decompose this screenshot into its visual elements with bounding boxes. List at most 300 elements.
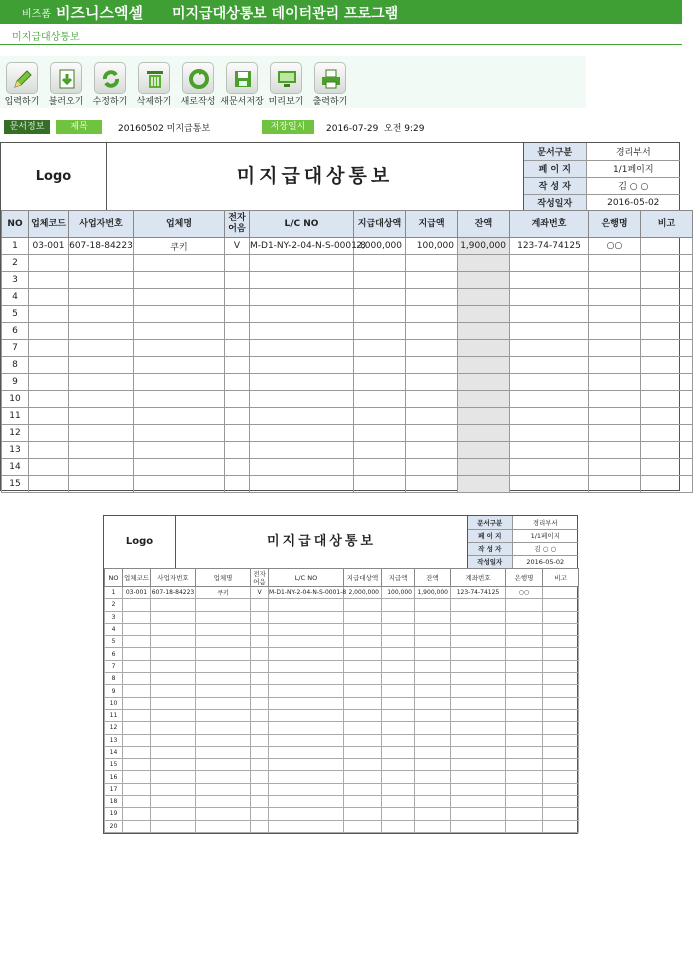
doc-table-cell[interactable] — [250, 374, 354, 391]
preview-table-cell — [451, 771, 506, 783]
doc-table-cell[interactable] — [510, 255, 589, 272]
doc-table-cell[interactable] — [589, 374, 641, 391]
doc-table-cell[interactable] — [641, 272, 693, 289]
doc-table-cell[interactable] — [29, 289, 69, 306]
preview-table-cell — [251, 820, 269, 832]
preview-meta-value: 경리부서 — [512, 516, 578, 529]
preview-table-cell — [451, 648, 506, 660]
doc-table-cell[interactable] — [225, 425, 250, 442]
doc-column-header: 업체명 — [134, 211, 225, 238]
preview-table-cell — [251, 623, 269, 635]
doc-table-cell[interactable] — [250, 391, 354, 408]
doc-table-cell[interactable] — [69, 323, 134, 340]
pencil-icon — [6, 62, 38, 94]
preview-table-cell: 1,900,000 — [415, 587, 451, 599]
doc-meta-key: 페 이 지 — [524, 160, 586, 177]
doc-table-cell[interactable] — [354, 476, 406, 493]
doc-table-cell[interactable] — [406, 323, 458, 340]
preview-table-cell — [382, 673, 415, 685]
doc-table-cell[interactable] — [510, 391, 589, 408]
preview-table-cell — [543, 746, 579, 758]
preview-table-cell — [151, 636, 196, 648]
preview-table-cell — [451, 808, 506, 820]
doc-table-cell: 13 — [2, 442, 29, 459]
preview-table-cell — [451, 599, 506, 611]
preview-table-cell — [344, 771, 382, 783]
doc-table-cell[interactable] — [134, 289, 225, 306]
doc-table-cell[interactable] — [29, 323, 69, 340]
doc-table-cell[interactable] — [641, 391, 693, 408]
doc-table-cell[interactable] — [29, 306, 69, 323]
doc-table-cell[interactable] — [29, 340, 69, 357]
doc-table-cell[interactable] — [641, 306, 693, 323]
doc-table-cell[interactable] — [406, 340, 458, 357]
toolbar-button-8[interactable] — [308, 60, 352, 108]
preview-table-cell — [451, 722, 506, 734]
doc-table-cell[interactable] — [354, 255, 406, 272]
preview-table-cell — [382, 771, 415, 783]
printer-icon — [314, 62, 346, 94]
doc-table-cell[interactable] — [354, 459, 406, 476]
doc-table-cell[interactable] — [641, 289, 693, 306]
doc-table-cell[interactable] — [458, 459, 510, 476]
preview-table-cell — [382, 734, 415, 746]
preview-table-cell — [382, 820, 415, 832]
doc-table-cell[interactable] — [29, 391, 69, 408]
doc-table-cell[interactable] — [510, 289, 589, 306]
doc-table-cell[interactable] — [354, 306, 406, 323]
doc-table-cell: 14 — [2, 459, 29, 476]
doc-table-row — [2, 306, 693, 323]
toolbar-label: 입력하기 — [4, 97, 40, 107]
doc-table-cell[interactable] — [225, 255, 250, 272]
preview-table-cell — [543, 660, 579, 672]
preview-table-cell — [543, 599, 579, 611]
doc-table-cell[interactable] — [225, 357, 250, 374]
doc-table-cell[interactable] — [589, 272, 641, 289]
doc-table-cell[interactable] — [134, 391, 225, 408]
doc-table-cell[interactable] — [406, 408, 458, 425]
doc-table-cell[interactable] — [641, 476, 693, 493]
doc-table-cell[interactable] — [458, 306, 510, 323]
doc-table-cell[interactable] — [406, 442, 458, 459]
doc-meta-value[interactable]: 2016-05-02 — [586, 194, 680, 211]
doc-table-cell[interactable] — [641, 357, 693, 374]
preview-table-cell — [196, 783, 251, 795]
doc-table-cell[interactable] — [589, 255, 641, 272]
doc-table-cell[interactable] — [250, 323, 354, 340]
doc-table-cell[interactable] — [134, 323, 225, 340]
doc-meta-value[interactable]: 1/1페이지 — [586, 160, 680, 177]
doc-table-cell[interactable] — [641, 255, 693, 272]
doc-table-cell[interactable]: 쿠키 — [134, 238, 225, 255]
doc-table-cell[interactable] — [354, 289, 406, 306]
doc-table-cell[interactable] — [69, 425, 134, 442]
doc-table-cell[interactable] — [406, 374, 458, 391]
doc-table-row — [2, 442, 693, 459]
doc-table-cell[interactable] — [406, 289, 458, 306]
download-icon — [50, 62, 82, 94]
doc-table-cell[interactable] — [510, 272, 589, 289]
doc-table-cell[interactable] — [134, 425, 225, 442]
doc-table-cell[interactable] — [589, 306, 641, 323]
doc-table-cell[interactable] — [134, 255, 225, 272]
preview-table-cell — [415, 648, 451, 660]
preview-table-cell — [506, 611, 543, 623]
doc-table-cell[interactable] — [250, 306, 354, 323]
preview-table-cell — [506, 734, 543, 746]
preview-table-row — [105, 611, 579, 623]
doc-table-cell[interactable] — [354, 374, 406, 391]
doc-table-cell[interactable] — [250, 357, 354, 374]
doc-table-cell[interactable] — [354, 442, 406, 459]
doc-table-cell[interactable]: M-D1-NY-2-04-N-S-0001-8 — [250, 238, 354, 255]
doc-table-cell[interactable] — [589, 289, 641, 306]
doc-table-cell[interactable] — [589, 442, 641, 459]
doc-table-cell[interactable] — [250, 255, 354, 272]
preview-table-cell — [123, 673, 151, 685]
doc-table-cell[interactable] — [354, 425, 406, 442]
preview-column-header: 잔액 — [415, 569, 451, 587]
preview-table-cell — [269, 820, 344, 832]
doc-table-cell[interactable] — [225, 391, 250, 408]
doc-table-cell[interactable] — [29, 357, 69, 374]
preview-table-cell — [196, 709, 251, 721]
preview-table-cell — [151, 648, 196, 660]
preview-table-cell: 123-74-74125 — [451, 587, 506, 599]
doc-table-cell[interactable] — [250, 459, 354, 476]
preview-table-cell — [506, 697, 543, 709]
doc-table-cell[interactable] — [510, 425, 589, 442]
preview-table-cell — [543, 808, 579, 820]
doc-table-cell[interactable] — [69, 340, 134, 357]
doc-table-cell[interactable] — [510, 374, 589, 391]
doc-table-cell[interactable] — [225, 459, 250, 476]
doc-table-cell[interactable] — [69, 391, 134, 408]
doc-table-cell[interactable]: 03-001 — [29, 238, 69, 255]
doc-table-cell[interactable] — [406, 255, 458, 272]
doc-table-cell[interactable] — [589, 408, 641, 425]
doc-table-cell[interactable] — [29, 459, 69, 476]
doc-table-cell[interactable] — [225, 306, 250, 323]
preview-table-cell — [269, 734, 344, 746]
preview-table-cell — [543, 611, 579, 623]
preview-table — [104, 568, 579, 833]
doc-table-row — [2, 425, 693, 442]
preview-table-cell — [196, 623, 251, 635]
preview-table-cell — [251, 611, 269, 623]
preview-table-cell — [415, 697, 451, 709]
toolbar-label: 수정하기 — [92, 97, 128, 107]
doc-table-row — [2, 459, 693, 476]
doc-table-cell[interactable]: 123-74-74125 — [510, 238, 589, 255]
toolbar-label: 새로작성 — [180, 97, 216, 107]
subject-value[interactable]: 20160502 미지급통보 — [118, 124, 211, 134]
doc-column-header: 계좌번호 — [510, 211, 589, 238]
preview-table-cell — [123, 759, 151, 771]
doc-table-cell[interactable] — [134, 357, 225, 374]
doc-table-cell[interactable]: 100,000 — [406, 238, 458, 255]
preview-table-cell — [151, 820, 196, 832]
doc-table-cell[interactable] — [134, 408, 225, 425]
preview-table-cell — [543, 648, 579, 660]
preview-table-cell — [506, 673, 543, 685]
preview-table-cell — [451, 709, 506, 721]
preview-table-cell — [415, 759, 451, 771]
doc-table-cell[interactable] — [250, 272, 354, 289]
preview-table-cell — [196, 697, 251, 709]
preview-table-cell — [151, 599, 196, 611]
preview-table-cell — [344, 623, 382, 635]
doc-table-cell[interactable] — [458, 357, 510, 374]
doc-table-cell[interactable] — [134, 459, 225, 476]
doc-meta-key: 작 성 자 — [524, 177, 586, 194]
doc-table-cell[interactable] — [354, 408, 406, 425]
doc-table-cell[interactable] — [29, 255, 69, 272]
doc-table-cell[interactable]: 607-18-84223 — [69, 238, 134, 255]
preview-table-cell — [196, 673, 251, 685]
doc-table-cell[interactable] — [458, 272, 510, 289]
doc-table-cell[interactable] — [250, 289, 354, 306]
preview-table-cell: 13 — [105, 734, 123, 746]
doc-table-cell: 1 — [2, 238, 29, 255]
doc-table-cell[interactable] — [29, 442, 69, 459]
doc-table-cell[interactable] — [134, 374, 225, 391]
doc-table-cell[interactable] — [406, 425, 458, 442]
doc-table-cell[interactable] — [250, 476, 354, 493]
preview-table-cell: 8 — [105, 673, 123, 685]
doc-table-cell[interactable] — [510, 476, 589, 493]
doc-table-cell[interactable] — [69, 272, 134, 289]
brand-small: 비즈폼 — [22, 9, 51, 20]
doc-table-cell[interactable] — [641, 238, 693, 255]
doc-column-header: 지급액 — [406, 211, 458, 238]
preview-column-header: 비고 — [543, 569, 579, 587]
doc-table-cell[interactable] — [589, 459, 641, 476]
doc-table-cell[interactable] — [458, 323, 510, 340]
preview-table-cell — [123, 709, 151, 721]
doc-table-row — [2, 476, 693, 493]
doc-table-cell[interactable] — [134, 340, 225, 357]
trash-icon — [138, 62, 170, 94]
doc-table-cell[interactable] — [69, 408, 134, 425]
doc-table-cell[interactable] — [354, 391, 406, 408]
doc-table-cell[interactable] — [510, 306, 589, 323]
preview-table-cell — [269, 783, 344, 795]
doc-table-cell[interactable] — [29, 374, 69, 391]
preview-table-cell — [251, 734, 269, 746]
doc-table-cell[interactable] — [69, 459, 134, 476]
preview-table-cell — [415, 783, 451, 795]
preview-table-cell — [543, 587, 579, 599]
doc-table-cell[interactable] — [458, 340, 510, 357]
preview-table-cell — [196, 796, 251, 808]
doc-table-cell[interactable] — [225, 442, 250, 459]
doc-table-cell[interactable] — [250, 425, 354, 442]
doc-table-cell[interactable] — [225, 340, 250, 357]
doc-table-cell[interactable] — [589, 391, 641, 408]
preview-table-cell — [506, 709, 543, 721]
doc-table-cell[interactable] — [225, 289, 250, 306]
doc-table-cell[interactable] — [354, 323, 406, 340]
preview-table-cell — [415, 623, 451, 635]
preview-table-cell — [269, 697, 344, 709]
doc-table-cell[interactable] — [406, 306, 458, 323]
doc-table-cell: 5 — [2, 306, 29, 323]
preview-table-cell — [543, 771, 579, 783]
doc-table-cell[interactable] — [225, 476, 250, 493]
doc-table-cell[interactable]: 2,000,000 — [354, 238, 406, 255]
preview-table-cell — [344, 599, 382, 611]
preview-table-cell — [382, 697, 415, 709]
doc-table-cell[interactable]: 1,900,000 — [458, 238, 510, 255]
preview-column-header: 업체코드 — [123, 569, 151, 587]
doc-table-cell[interactable] — [406, 476, 458, 493]
doc-table-cell[interactable] — [354, 357, 406, 374]
doc-table-cell[interactable] — [510, 357, 589, 374]
doc-table-cell[interactable] — [406, 459, 458, 476]
doc-table-cell[interactable] — [589, 340, 641, 357]
save-icon — [226, 62, 258, 94]
doc-table-cell[interactable] — [69, 476, 134, 493]
preview-table-cell: 16 — [105, 771, 123, 783]
doc-table-cell[interactable] — [641, 408, 693, 425]
preview-table-cell — [151, 722, 196, 734]
doc-table-cell[interactable] — [250, 442, 354, 459]
doc-table-cell[interactable] — [458, 391, 510, 408]
doc-table-cell[interactable] — [69, 442, 134, 459]
doc-table-cell[interactable] — [225, 272, 250, 289]
preview-table-cell — [151, 746, 196, 758]
preview-table-cell — [382, 808, 415, 820]
doc-table-cell[interactable] — [589, 357, 641, 374]
preview-table-cell — [543, 623, 579, 635]
preview-table-cell — [344, 783, 382, 795]
doc-meta-value[interactable]: 김 ○ ○ — [586, 177, 680, 194]
preview-table-cell — [382, 796, 415, 808]
preview-table-cell — [543, 685, 579, 697]
preview-table-cell — [151, 685, 196, 697]
preview-table-cell — [123, 796, 151, 808]
doc-table-cell[interactable] — [458, 442, 510, 459]
doc-table-cell[interactable] — [458, 476, 510, 493]
preview-table-cell — [451, 746, 506, 758]
doc-table-cell[interactable] — [134, 476, 225, 493]
preview-table-cell — [451, 636, 506, 648]
doc-table-cell[interactable] — [29, 272, 69, 289]
preview-table-cell: 100,000 — [382, 587, 415, 599]
preview-table-cell — [196, 746, 251, 758]
doc-table-cell[interactable] — [69, 255, 134, 272]
doc-table-cell[interactable] — [510, 323, 589, 340]
doc-table-cell: 10 — [2, 391, 29, 408]
doc-table-cell[interactable] — [641, 323, 693, 340]
preview-column-header: 지급액 — [382, 569, 415, 587]
doc-table-cell[interactable]: V — [225, 238, 250, 255]
preview-meta-key: 작성일자 — [468, 555, 512, 568]
doc-table-cell[interactable] — [510, 459, 589, 476]
preview-table-cell — [344, 746, 382, 758]
preview-table-cell — [251, 685, 269, 697]
preview-column-header: 업체명 — [196, 569, 251, 587]
doc-table-cell[interactable]: ○○ — [589, 238, 641, 255]
doc-info-label: 문서정보 — [4, 120, 50, 134]
doc-table-cell[interactable] — [641, 442, 693, 459]
doc-table-cell[interactable] — [134, 306, 225, 323]
doc-table-cell[interactable] — [29, 408, 69, 425]
preview-table-cell — [251, 673, 269, 685]
preview-table-cell — [269, 673, 344, 685]
doc-table-cell[interactable] — [641, 340, 693, 357]
doc-table-cell[interactable] — [250, 340, 354, 357]
doc-table-cell[interactable] — [29, 425, 69, 442]
doc-table-cell[interactable] — [510, 408, 589, 425]
doc-table-cell[interactable] — [69, 374, 134, 391]
preview-table-cell: 20 — [105, 820, 123, 832]
preview-table-cell — [196, 808, 251, 820]
preview-table-cell — [251, 660, 269, 672]
doc-table-cell[interactable] — [641, 374, 693, 391]
doc-table-cell[interactable] — [641, 459, 693, 476]
doc-table-cell[interactable] — [406, 357, 458, 374]
preview-table-row — [105, 796, 579, 808]
doc-table-cell[interactable] — [406, 391, 458, 408]
doc-table-cell[interactable] — [510, 442, 589, 459]
preview-table-cell — [382, 611, 415, 623]
doc-column-header: 잔액 — [458, 211, 510, 238]
doc-table-cell[interactable] — [458, 255, 510, 272]
preview-table-cell — [123, 611, 151, 623]
doc-table-cell: 2 — [2, 255, 29, 272]
preview-table-cell — [123, 820, 151, 832]
doc-table-cell[interactable] — [225, 323, 250, 340]
doc-table-cell[interactable] — [458, 425, 510, 442]
doc-table-cell[interactable] — [354, 340, 406, 357]
doc-table-cell[interactable] — [69, 357, 134, 374]
preview-table-cell — [251, 759, 269, 771]
preview-table-cell — [251, 722, 269, 734]
doc-table-cell[interactable] — [354, 272, 406, 289]
preview-table-cell — [269, 796, 344, 808]
doc-table-cell[interactable] — [589, 476, 641, 493]
preview-table-cell — [382, 623, 415, 635]
doc-table-cell[interactable] — [225, 374, 250, 391]
preview-table-cell — [344, 759, 382, 771]
doc-table-cell[interactable] — [29, 476, 69, 493]
doc-table-cell[interactable] — [69, 306, 134, 323]
preview-table-cell — [196, 648, 251, 660]
doc-meta-value[interactable]: 경리부서 — [586, 143, 680, 160]
doc-table-cell[interactable] — [134, 442, 225, 459]
doc-table-cell[interactable] — [458, 289, 510, 306]
doc-table-cell[interactable] — [406, 272, 458, 289]
doc-table-cell[interactable] — [134, 272, 225, 289]
doc-table-cell[interactable] — [641, 425, 693, 442]
doc-table-cell[interactable] — [69, 289, 134, 306]
preview-table-row — [105, 623, 579, 635]
document-editor — [0, 142, 680, 491]
doc-table-cell[interactable] — [458, 374, 510, 391]
preview-table-cell — [196, 636, 251, 648]
doc-table-cell[interactable] — [589, 425, 641, 442]
doc-table-cell[interactable] — [225, 408, 250, 425]
doc-table-cell[interactable] — [250, 408, 354, 425]
doc-table-cell[interactable] — [510, 340, 589, 357]
preview-table-cell: 9 — [105, 685, 123, 697]
doc-table-cell[interactable] — [458, 408, 510, 425]
subtitle-divider — [0, 44, 682, 45]
doc-table-cell[interactable] — [589, 323, 641, 340]
